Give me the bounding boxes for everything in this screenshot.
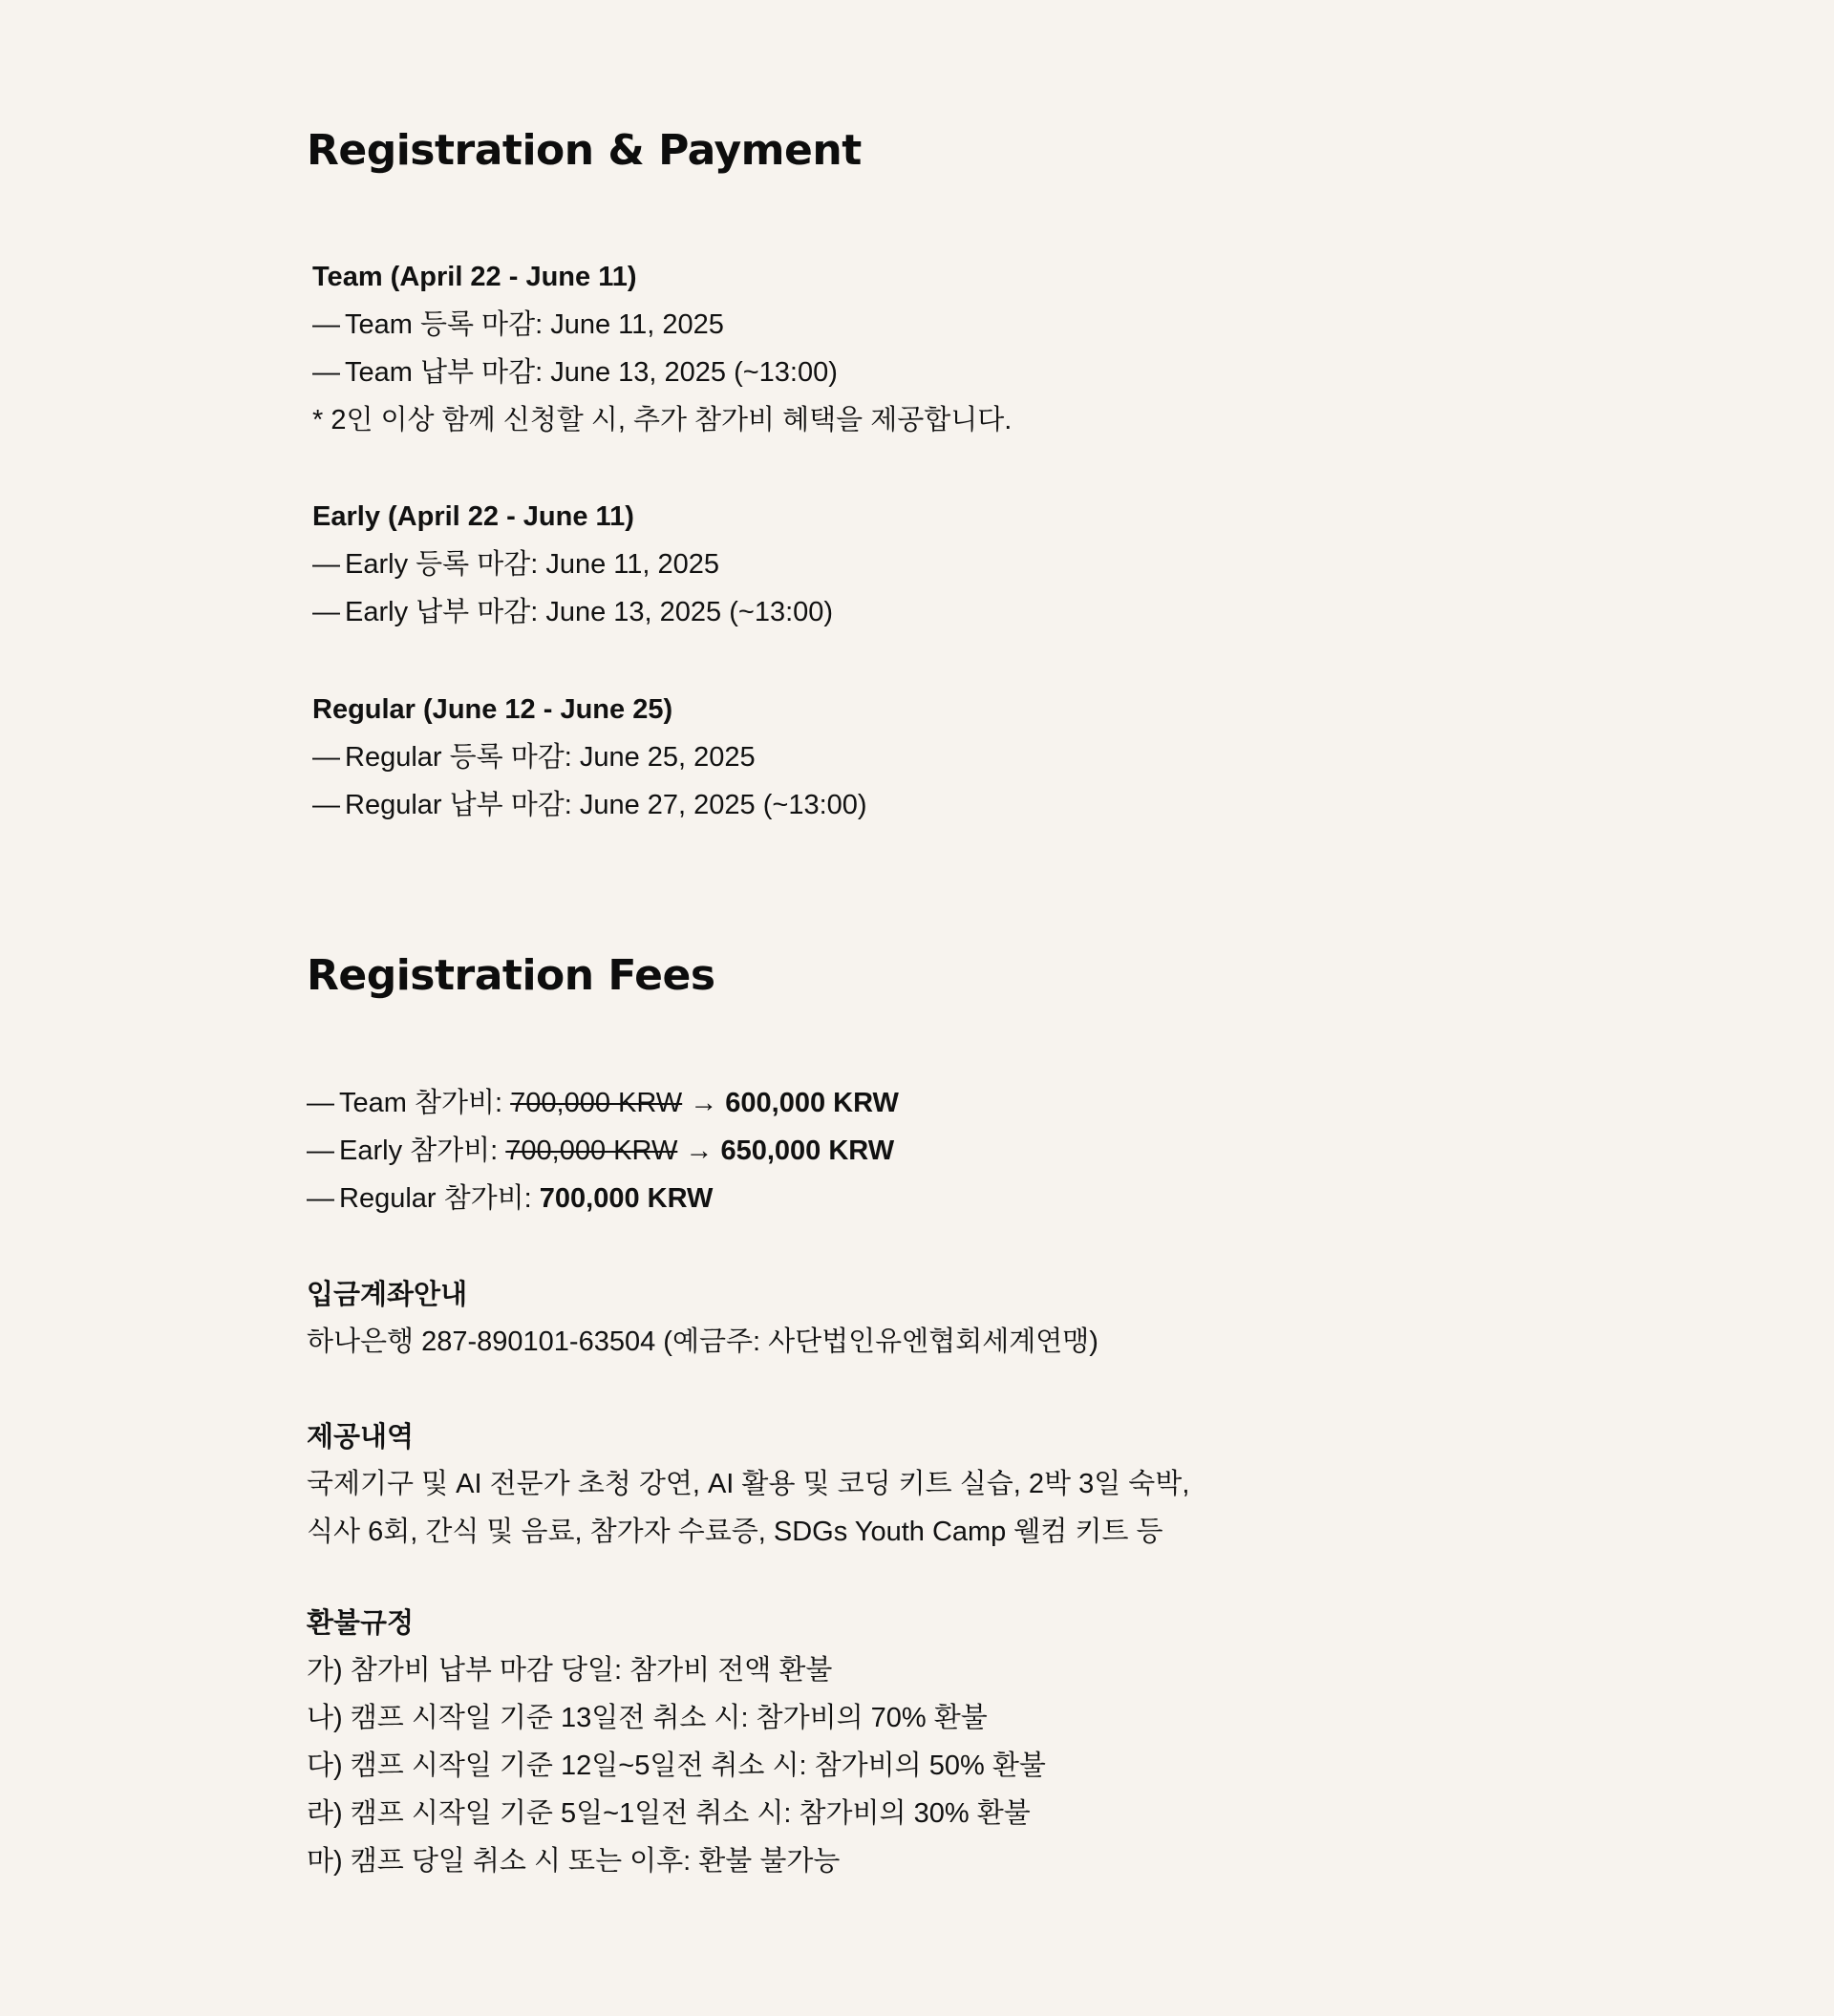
provided-line: 식사 6회, 간식 및 음료, 참가자 수료증, SDGs Youth Camp 웰컴 키트 등: [307, 1517, 1163, 1547]
dash-icon: —: [312, 790, 340, 820]
dash-icon: —: [312, 742, 340, 773]
regular-schedule: [312, 686, 867, 829]
fee-team: — Team 참가비: 700,000 KRW → 600,000 KRW: [307, 1079, 899, 1127]
list-item: — Team 납부 마감: June 13, 2025 (~13:00): [312, 349, 1012, 396]
provided-label: 제공내역: [307, 1422, 415, 1453]
list-item: — Early 납부 마감: June 13, 2025 (~13:00): [312, 588, 833, 636]
account-label: 입금계좌안내: [307, 1280, 468, 1310]
arrow-right-icon: →: [690, 1088, 718, 1118]
fee-early: — Early 참가비: 700,000 KRW → 650,000 KRW: [307, 1127, 899, 1175]
list-item: — Team 등록 마감: June 11, 2025: [312, 301, 1012, 349]
new-price: 700,000 KRW: [539, 1183, 714, 1214]
team-note: * 2인 이상 함께 신청할 시, 추가 참가비 혜택을 제공합니다.: [312, 405, 1013, 435]
dash-icon: —: [312, 357, 340, 388]
team-schedule: [312, 253, 1012, 444]
section-title-registration-fees: Registration Fees: [307, 951, 715, 1000]
list-item: — Regular 납부 마감: June 27, 2025 (~13:00): [312, 781, 867, 829]
fee-list: [307, 1079, 899, 1222]
refund-line: 라) 캠프 시작일 기준 5일~1일전 취소 시: 참가비의 30% 환불: [307, 1798, 1031, 1829]
account-text: 하나은행 287-890101-63504 (예금주: 사단법인유엔협회세계연맹): [307, 1326, 1098, 1357]
old-price: 700,000 KRW: [505, 1135, 678, 1166]
fee-regular: — Regular 참가비: 700,000 KRW: [307, 1175, 899, 1222]
dash-icon: —: [307, 1135, 334, 1166]
provided-line: 국제기구 및 AI 전문가 초청 강연, AI 활용 및 코딩 키트 실습, 2박 3일 숙박,: [307, 1469, 1190, 1499]
refund-line: 나) 캠프 시작일 기준 13일전 취소 시: 참가비의 70% 환불: [307, 1703, 988, 1733]
account-info: [307, 1272, 1098, 1366]
dash-icon: —: [307, 1088, 334, 1118]
early-schedule: [312, 493, 833, 636]
refund-line: 다) 캠프 시작일 기준 12일~5일전 취소 시: 참가비의 50% 환불: [307, 1751, 1046, 1781]
new-price: 650,000 KRW: [720, 1135, 895, 1166]
arrow-right-icon: →: [685, 1135, 714, 1166]
new-price: 600,000 KRW: [725, 1088, 899, 1118]
refund-line: 가) 참가비 납부 마감 당일: 참가비 전액 환불: [307, 1655, 833, 1686]
old-price: 700,000 KRW: [510, 1088, 683, 1118]
section-title-registration-payment: Registration & Payment: [307, 126, 862, 175]
provided-info: [307, 1414, 1189, 1556]
list-item: — Regular 등록 마감: June 25, 2025: [312, 733, 867, 781]
refund-line: 마) 캠프 당일 취소 시 또는 이후: 환불 불가능: [307, 1846, 841, 1877]
team-heading: Team (April 22 - June 11): [312, 262, 637, 292]
dash-icon: —: [312, 597, 340, 627]
early-heading: Early (April 22 - June 11): [312, 501, 634, 532]
dash-icon: —: [307, 1183, 334, 1214]
dash-icon: —: [312, 309, 340, 340]
refund-policy: [307, 1601, 1046, 1885]
refund-label: 환불규정: [307, 1608, 415, 1639]
list-item: — Early 등록 마감: June 11, 2025: [312, 541, 833, 588]
dash-icon: —: [312, 549, 340, 580]
regular-heading: Regular (June 12 - June 25): [312, 694, 673, 725]
